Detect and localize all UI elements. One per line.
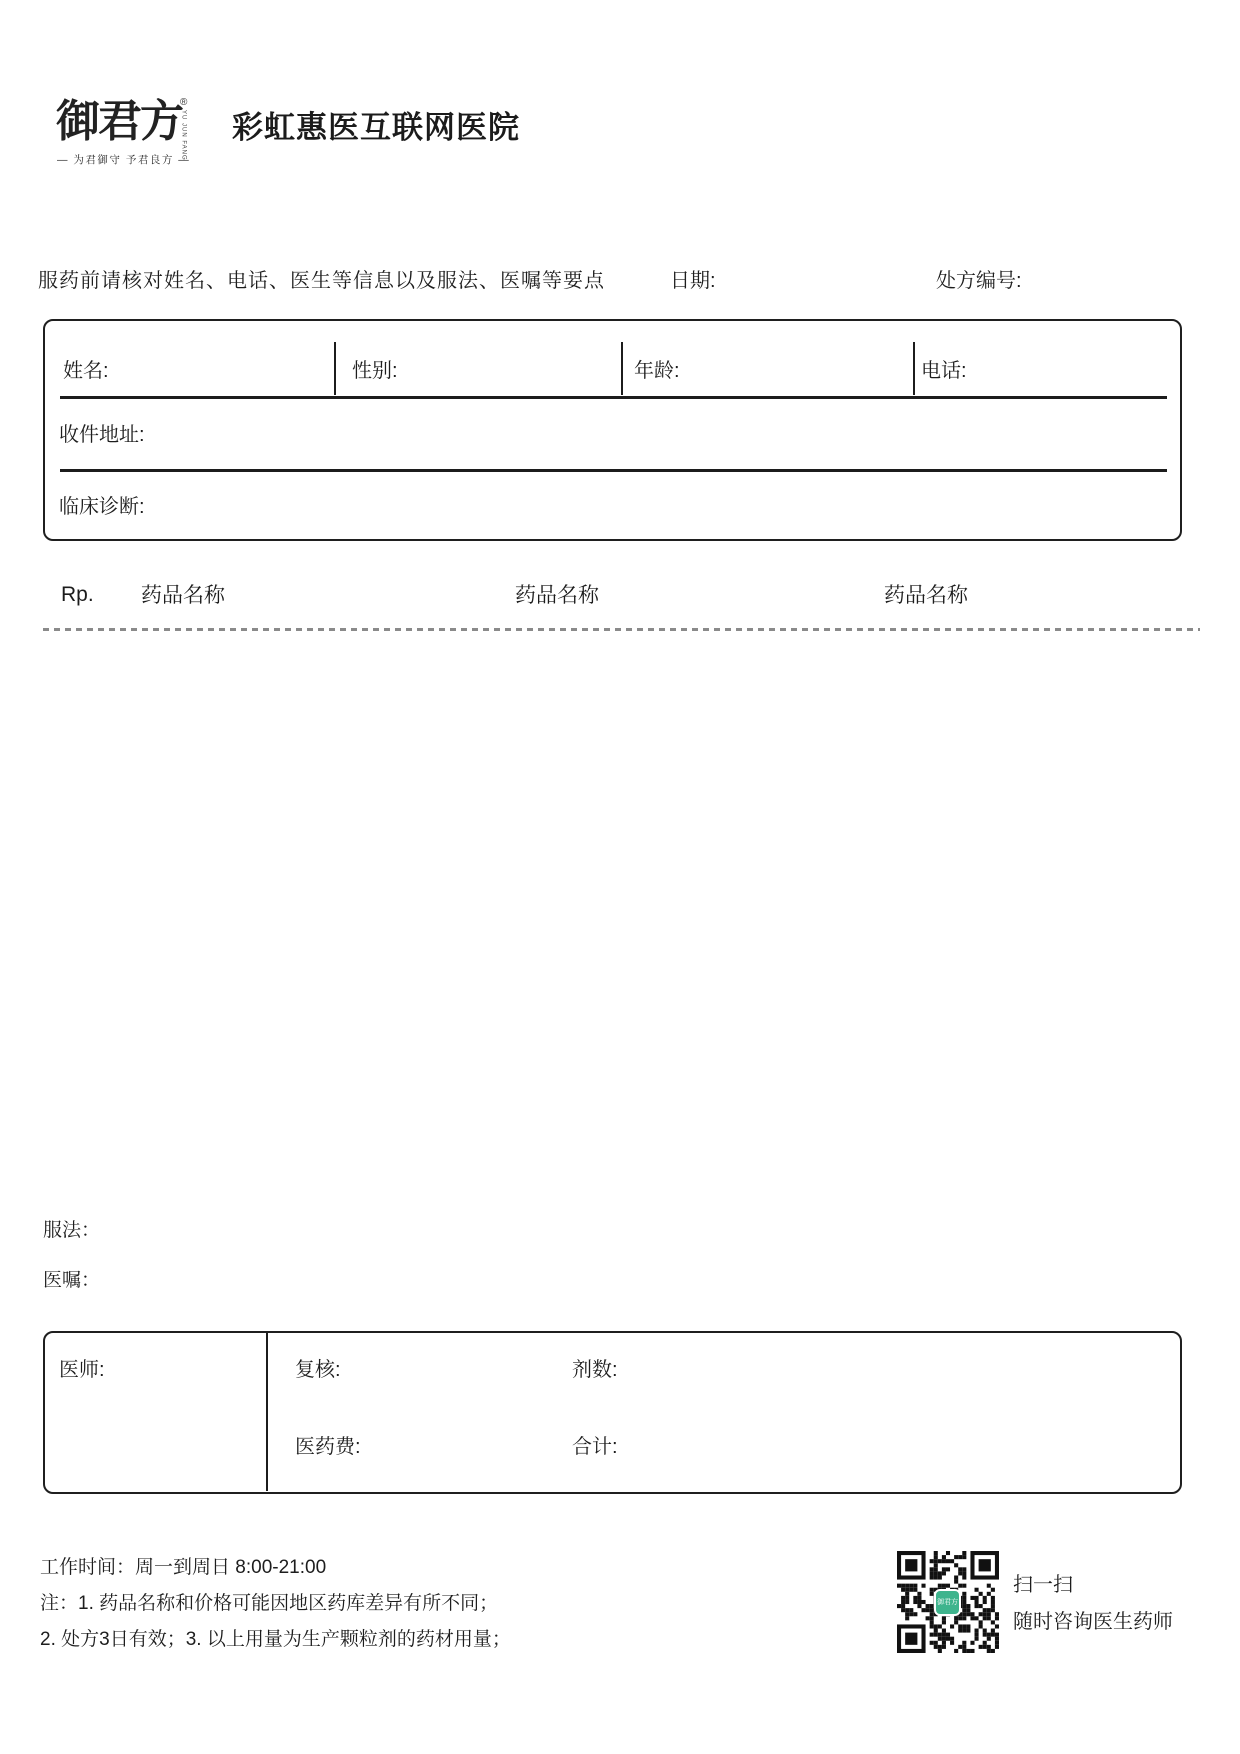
brand-tagline: — 为君御守 予君良方 — — [57, 154, 191, 166]
name-field-label: 姓名: — [63, 360, 109, 382]
rx-number-label: 处方编号: — [936, 270, 1022, 292]
qr-caption-scan: 扫一扫 — [1013, 1574, 1073, 1596]
diagnosis-field-label: 临床诊断: — [59, 496, 145, 518]
doctor-field-label: 医师: — [59, 1359, 105, 1381]
signoff-divider — [266, 1333, 268, 1491]
row-separator — [60, 396, 1167, 399]
doses-field-label: 剂数: — [572, 1359, 618, 1381]
dashed-separator — [43, 628, 1200, 631]
qr-center-logo-text: 御君方 — [937, 1599, 958, 1606]
row-separator — [60, 469, 1167, 472]
registered-trademark-icon: ® — [180, 97, 188, 108]
patient-info-box — [43, 319, 1182, 541]
gender-field-label: 性别: — [352, 360, 398, 382]
hospital-name: 彩虹惠医互联网医院 — [232, 110, 520, 145]
column-divider — [913, 342, 915, 395]
qr-caption-consult: 随时咨询医生药师 — [1013, 1611, 1173, 1633]
qr-center-logo — [934, 1589, 961, 1616]
brand-pinyin-text: YU JUN FANG — [180, 110, 187, 161]
rp-label: Rp. — [61, 583, 94, 606]
date-label: 日期: — [670, 270, 716, 292]
fee-field-label: 医药费: — [295, 1436, 361, 1458]
drug-column-header-2: 药品名称 — [515, 584, 599, 607]
signoff-box — [43, 1331, 1182, 1494]
drug-column-header-1: 药品名称 — [141, 584, 225, 607]
phone-field-label: 电话: — [921, 360, 967, 382]
note-line-1: 注：1. 药品名称和价格可能因地区药库差异有所不同； — [40, 1593, 499, 1614]
note-line-2: 2. 处方3日有效；3. 以上用量为生产颗粒剂的药材用量； — [40, 1629, 511, 1650]
prescription-content-area — [43, 640, 1182, 1210]
usage-label: 服法： — [43, 1220, 101, 1241]
reviewer-field-label: 复核: — [295, 1359, 341, 1381]
column-divider — [334, 342, 336, 395]
age-field-label: 年龄: — [634, 360, 680, 382]
brand-logo-text: 御君方 — [56, 96, 182, 147]
column-divider — [621, 342, 623, 395]
address-field-label: 收件地址: — [59, 424, 145, 446]
drug-column-header-3: 药品名称 — [884, 584, 968, 607]
advice-label: 医嘱： — [43, 1270, 101, 1291]
brand-logo — [56, 96, 182, 147]
check-notice-text: 服药前请核对姓名、电话、医生等信息以及服法、医嘱等要点 — [38, 270, 605, 292]
total-field-label: 合计: — [572, 1436, 618, 1458]
work-hours-text: 工作时间：周一到周日 8:00-21:00 — [40, 1557, 327, 1578]
qr-code — [897, 1551, 999, 1653]
